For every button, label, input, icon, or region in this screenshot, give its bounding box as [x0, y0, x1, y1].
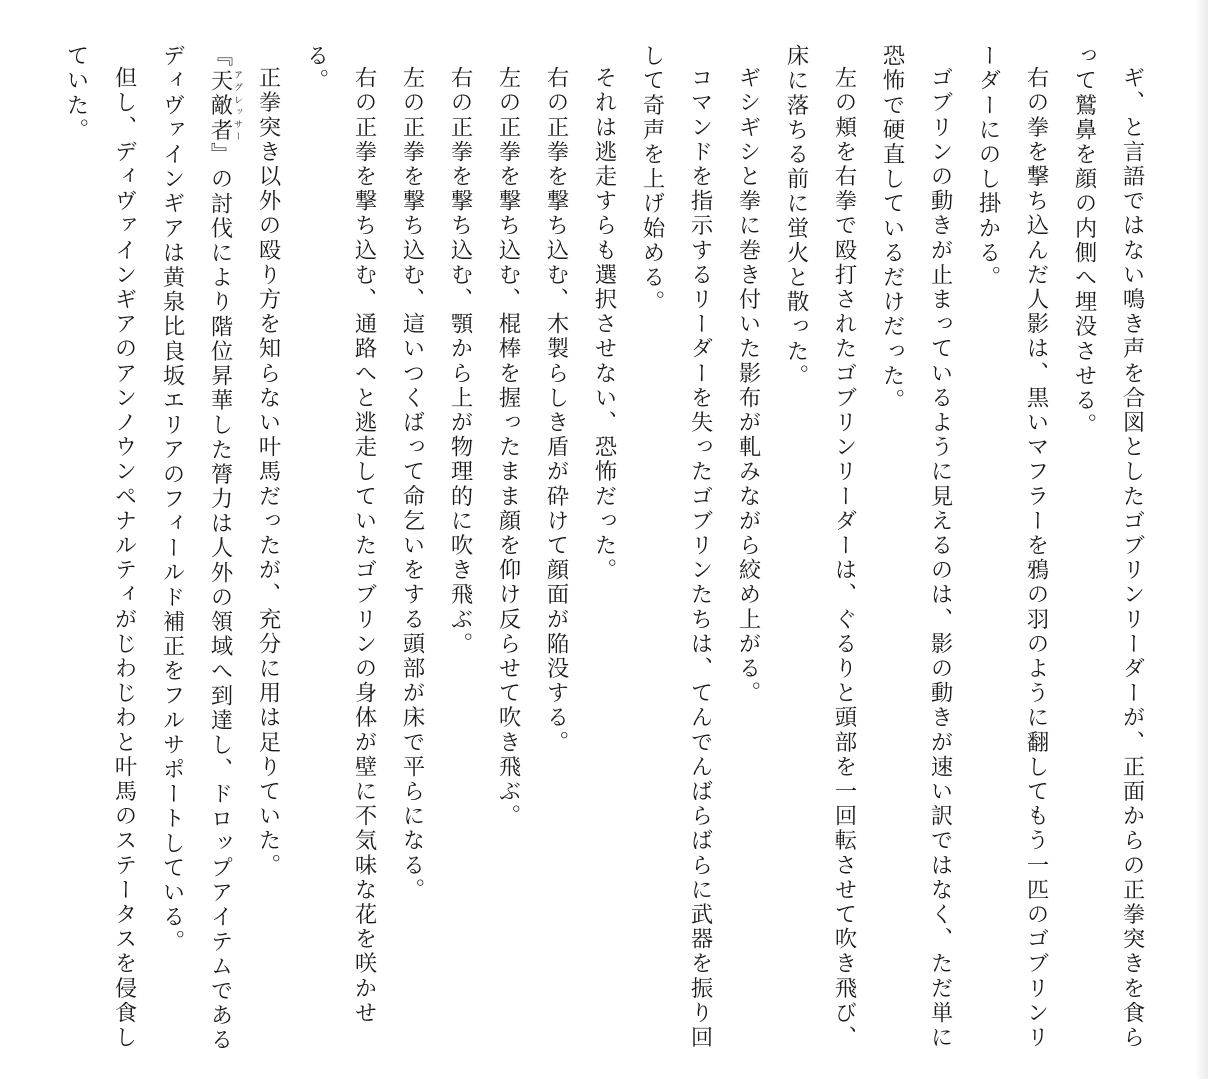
vertical-text-body — [52, 44, 1156, 1074]
ruby-base: 天敵者 — [207, 68, 233, 143]
paragraph-15: 但し、ディヴァインギアのアンノウンペナルティがじわじわと叶馬のステータスを侵食していた。 — [63, 44, 137, 1051]
paragraph-13: 正拳突き以外の殴り方を知らない叶馬だったが、充分に用は足りていた。 — [255, 66, 281, 879]
paragraph-4: 左の頬を右拳で殴打されたゴブリンリーダーは、ぐるりと頭部を一回転させて吹き飛び、床に落ちる前に蛍火と散った。 — [783, 44, 857, 1051]
quote-open: 『 — [207, 44, 233, 69]
ruby-reading: アグレッサー — [232, 68, 242, 143]
paragraph-11: 左の正拳を撃ち込む、這いつくばって命乞いをする頭部が床で平らになる。 — [399, 66, 425, 903]
paragraph-3: ゴブリンの動きが止まっているように見えるのは、影の動きが速い訳ではなく、ただ単に恐怖で硬直しているだけだった。 — [879, 44, 953, 1051]
paragraph-14-rest: の討伐により階位昇華した膂力は人外の領域へ到達し、ドロップアイテムであるディヴァインギアは黄泉比良坂エリアのフィールド補正をフルサポートしている。 — [159, 44, 233, 1053]
ruby-term — [207, 68, 242, 143]
paragraph-5: ギシギシと拳に巻き付いた影布が軋みながら絞め上がる。 — [735, 66, 761, 706]
paragraph-8: 右の正拳を撃ち込む、木製らしき盾が砕けて顔面が陥没する。 — [543, 66, 569, 756]
paragraph-6: コマンドを指示するリーダーを失ったゴブリンたちは、てんでんばらばらに武器を振り回して奇声を上げ始める。 — [639, 44, 713, 1051]
paragraph-1: ギ、と言語ではない鳴き声を合図としたゴブリンリーダーが、正面からの正拳突きを食らって鷲鼻を顔の内側へ埋没させる。 — [1071, 44, 1145, 1051]
page-edge-shadow — [1194, 0, 1208, 1079]
paragraph-9: 左の正拳を撃ち込む、棍棒を握ったまま顔を仰け反らせて吹き飛ぶ。 — [495, 66, 521, 829]
paragraph-10: 右の正拳を撃ち込む、顎から上が物理的に吹き飛ぶ。 — [447, 66, 473, 657]
paragraph-7: それは逃走すらも選択させない、恐怖だった。 — [591, 66, 617, 583]
paragraph-14 — [148, 44, 244, 1074]
paragraph-2: 右の拳を撃ち込んだ人影は、黒いマフラーを鴉の羽のように翻してもう一匹のゴブリンリーダーにのし掛かる。 — [975, 44, 1049, 1051]
paragraph-12: 右の正拳を撃ち込む、通路へと逃走していたゴブリンの身体が壁に不気味な花を咲かせる。 — [303, 44, 377, 1026]
quote-close: 』 — [207, 142, 233, 168]
